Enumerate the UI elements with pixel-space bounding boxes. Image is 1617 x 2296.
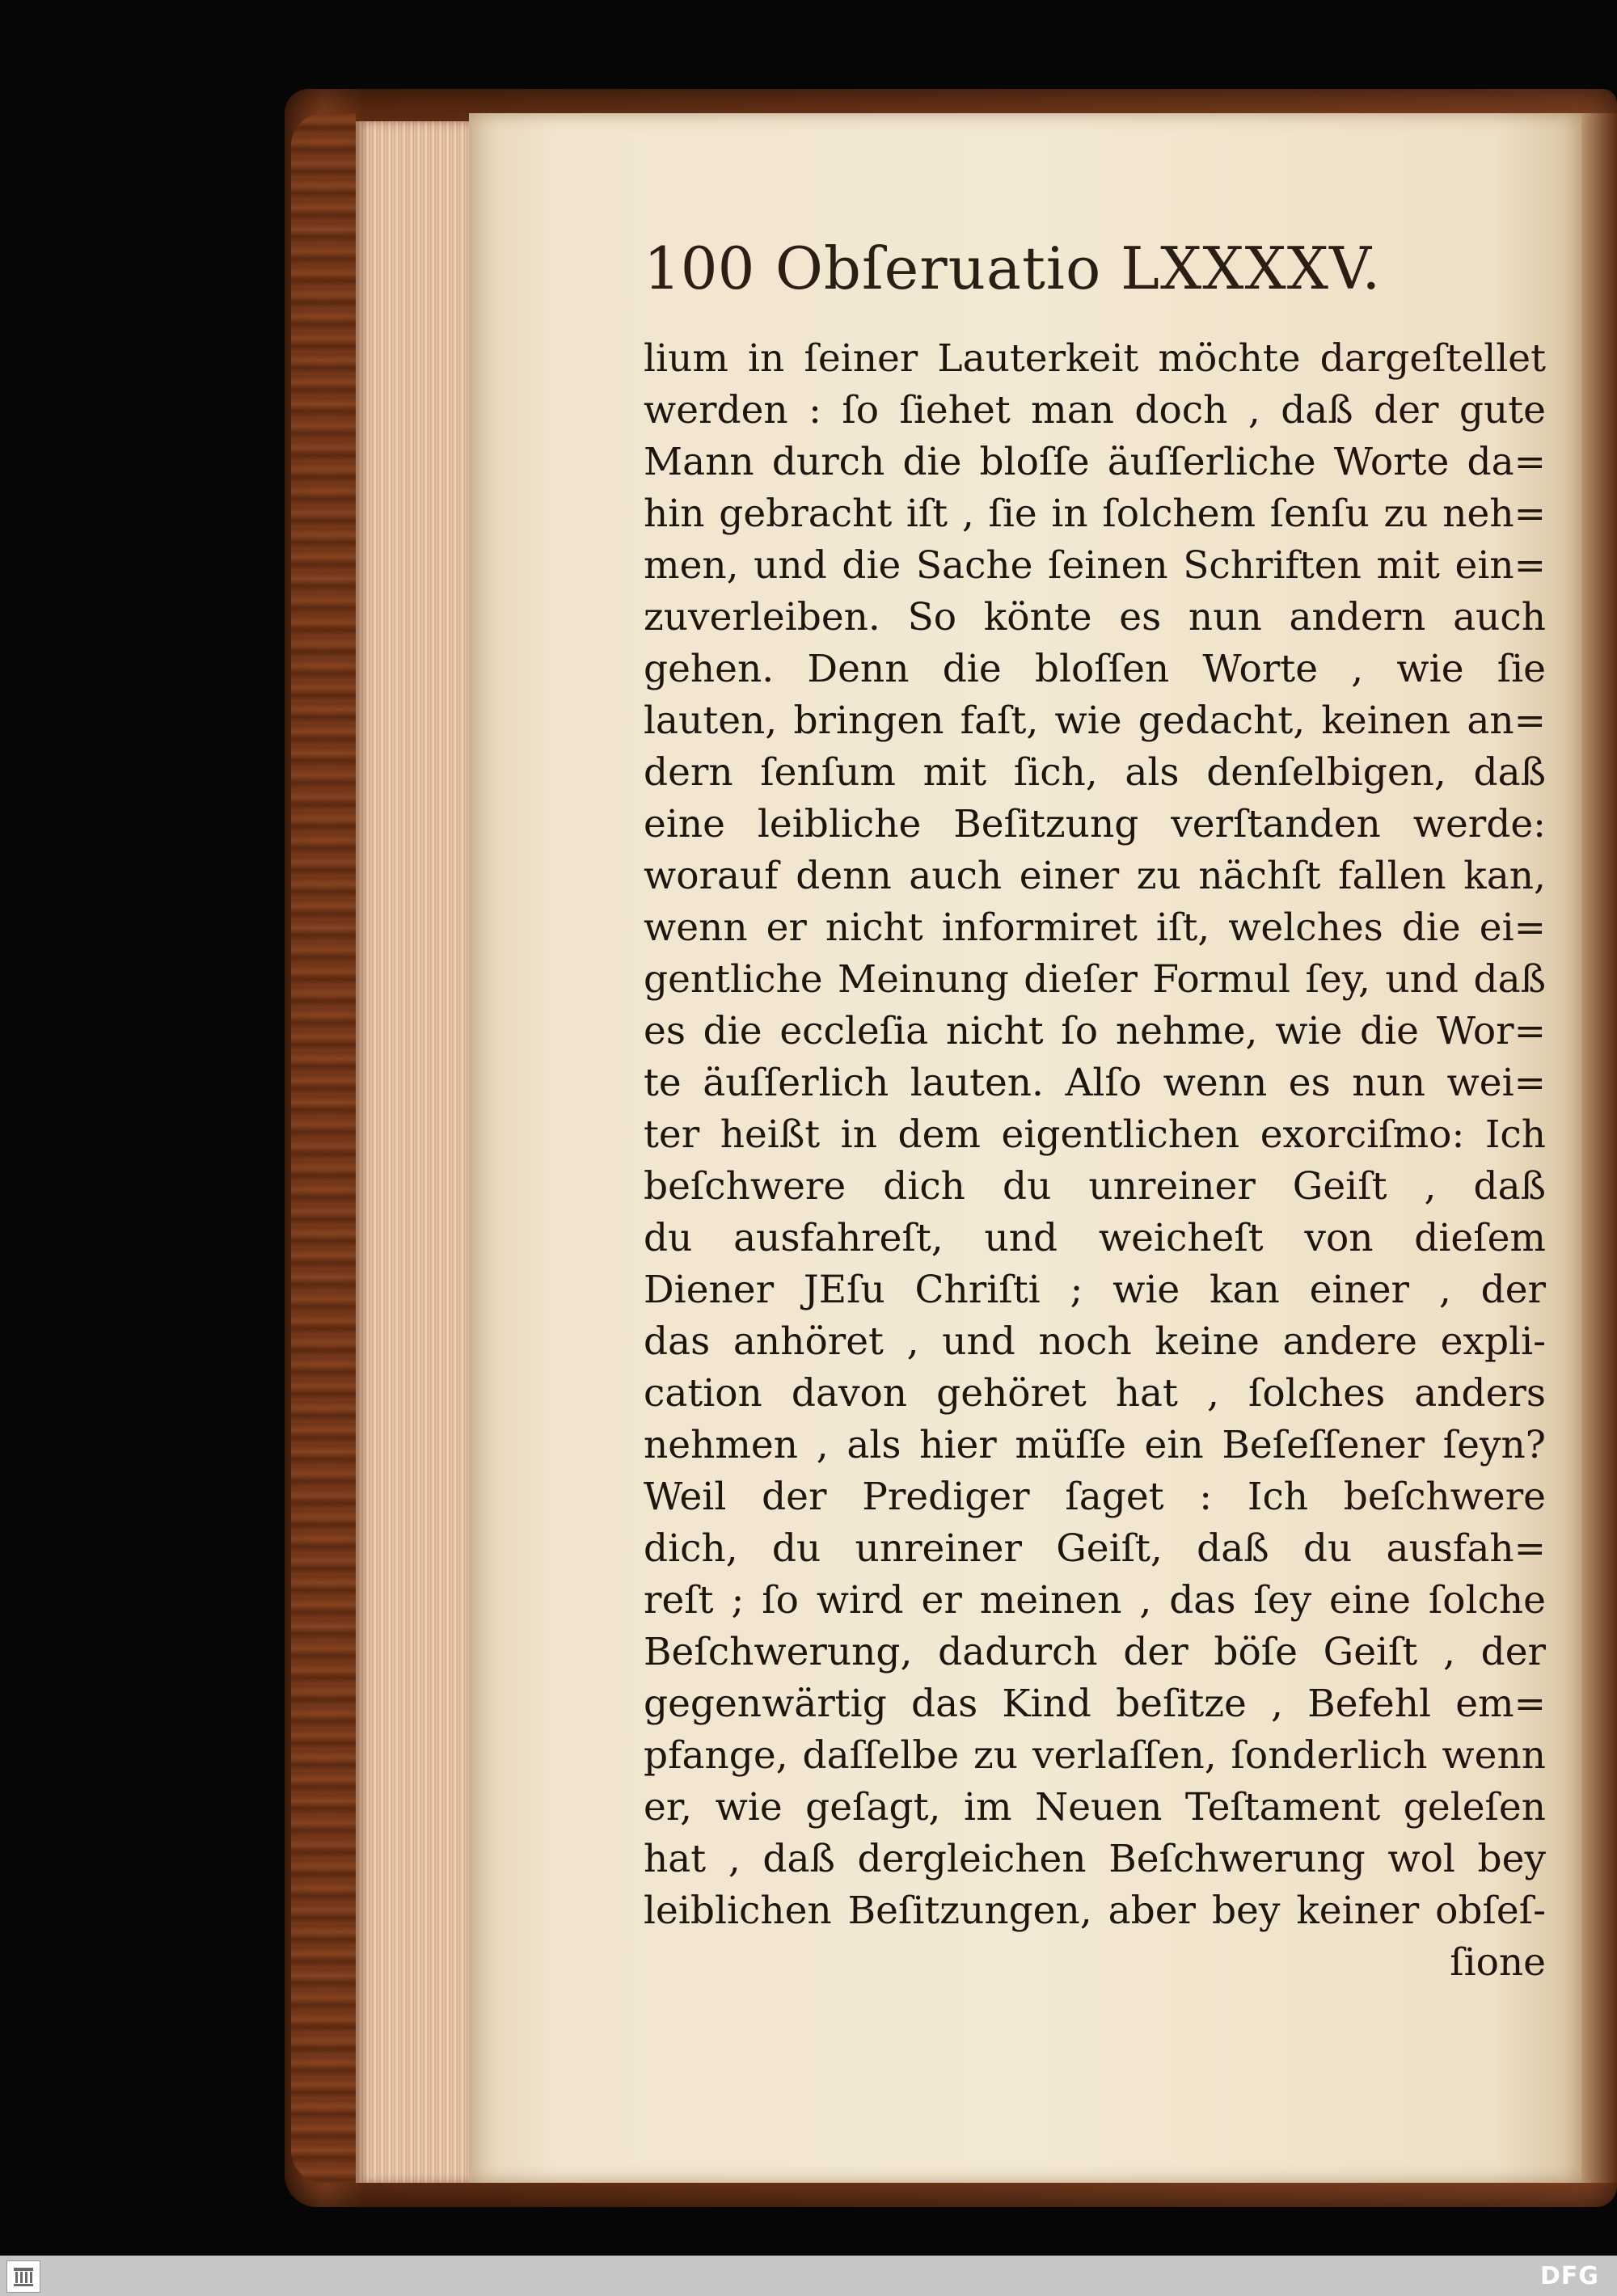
book-page	[469, 113, 1581, 2183]
text-line: dern ſenſum mit ſich, als denſelbigen, daß	[644, 750, 1546, 795]
text-line: wenn er nicht informiret iſt, welches die ei=	[644, 905, 1546, 950]
text-line: hin gebracht iſt , ſie in ſolchem ſenſu zu neh=	[644, 492, 1546, 536]
text-line: beſchwere dich du unreiner Geiſt , daß	[644, 1164, 1546, 1209]
text-line: zuverleiben. So könte es nun andern auch	[644, 595, 1546, 639]
text-line: dich, du unreiner Geiſt, daß du ausfah=	[644, 1526, 1546, 1571]
text-line: men, und die Sache ſeinen Schriften mit ein=	[644, 543, 1546, 588]
text-line: Beſchwerung, dadurch der böſe Geiſt , der	[644, 1630, 1546, 1674]
text-line: lauten, bringen faſt, wie gedacht, keinen an=	[644, 699, 1546, 743]
text-line: eine leibliche Beſitzung verſtanden werde:	[644, 802, 1546, 846]
book-gutter	[1581, 113, 1617, 2183]
text-line: lium in ſeiner Lauterkeit möchte dargeſtellet	[644, 336, 1546, 381]
page-edges	[356, 121, 469, 2183]
catchword: ſione	[1450, 1940, 1546, 1985]
page-header	[644, 234, 1452, 307]
body-text	[644, 333, 1546, 1989]
text-line: leiblichen Beſitzungen, aber bey keiner obſeſ-	[644, 1889, 1546, 1933]
text-line: pfange, daſſelbe zu verlaſſen, ſonderlich wenn	[644, 1733, 1546, 1778]
text-line: reſt ; ſo wird er meinen , das ſey eine ſolche	[644, 1578, 1546, 1623]
text-line: du ausfahreſt, und weicheſt von dieſem	[644, 1216, 1546, 1260]
text-line: gehen. Denn die bloſſen Worte , wie ſie	[644, 647, 1546, 691]
library-logo-icon	[6, 2260, 40, 2293]
text-line: nehmen , als hier müſſe ein Beſeſſener ſeyn?	[644, 1423, 1546, 1467]
running-title: Obſeruatio LXXXXV.	[775, 234, 1382, 302]
leather-spine	[291, 113, 356, 2183]
text-line: Mann durch die bloſſe äuſſerliche Worte da=	[644, 440, 1546, 484]
text-line: ter heißt in dem eigentlichen exorciſmo: Ich	[644, 1112, 1546, 1157]
viewer-footer-bar	[0, 2256, 1617, 2296]
text-line: cation davon gehöret hat , ſolches anders	[644, 1371, 1546, 1416]
text-line: werden : ſo ſiehet man doch , daß der gute	[644, 388, 1546, 433]
text-line: es die eccleſia nicht ſo nehme, wie die Wor=	[644, 1009, 1546, 1053]
dfg-logo: DFG	[1539, 2262, 1599, 2290]
page-number: 100	[644, 234, 755, 302]
text-line: er, wie geſagt, im Neuen Teſtament geleſen	[644, 1785, 1546, 1830]
text-line: hat , daß dergleichen Beſchwerung wol bey	[644, 1837, 1546, 1881]
text-line: te äuſſerlich lauten. Alſo wenn es nun wei=	[644, 1061, 1546, 1105]
text-line: worauf denn auch einer zu nächſt fallen kan,	[644, 854, 1546, 898]
text-line: Weil der Prediger ſaget : Ich beſchwere	[644, 1475, 1546, 1519]
text-line: Diener JEſu Chriſti ; wie kan einer , der	[644, 1268, 1546, 1312]
text-line: gentliche Meinung dieſer Formul ſey, und daß	[644, 957, 1546, 1002]
text-line: gegenwärtig das Kind beſitze , Befehl em=	[644, 1682, 1546, 1726]
text-line: das anhöret , und noch keine andere expli-	[644, 1319, 1546, 1364]
